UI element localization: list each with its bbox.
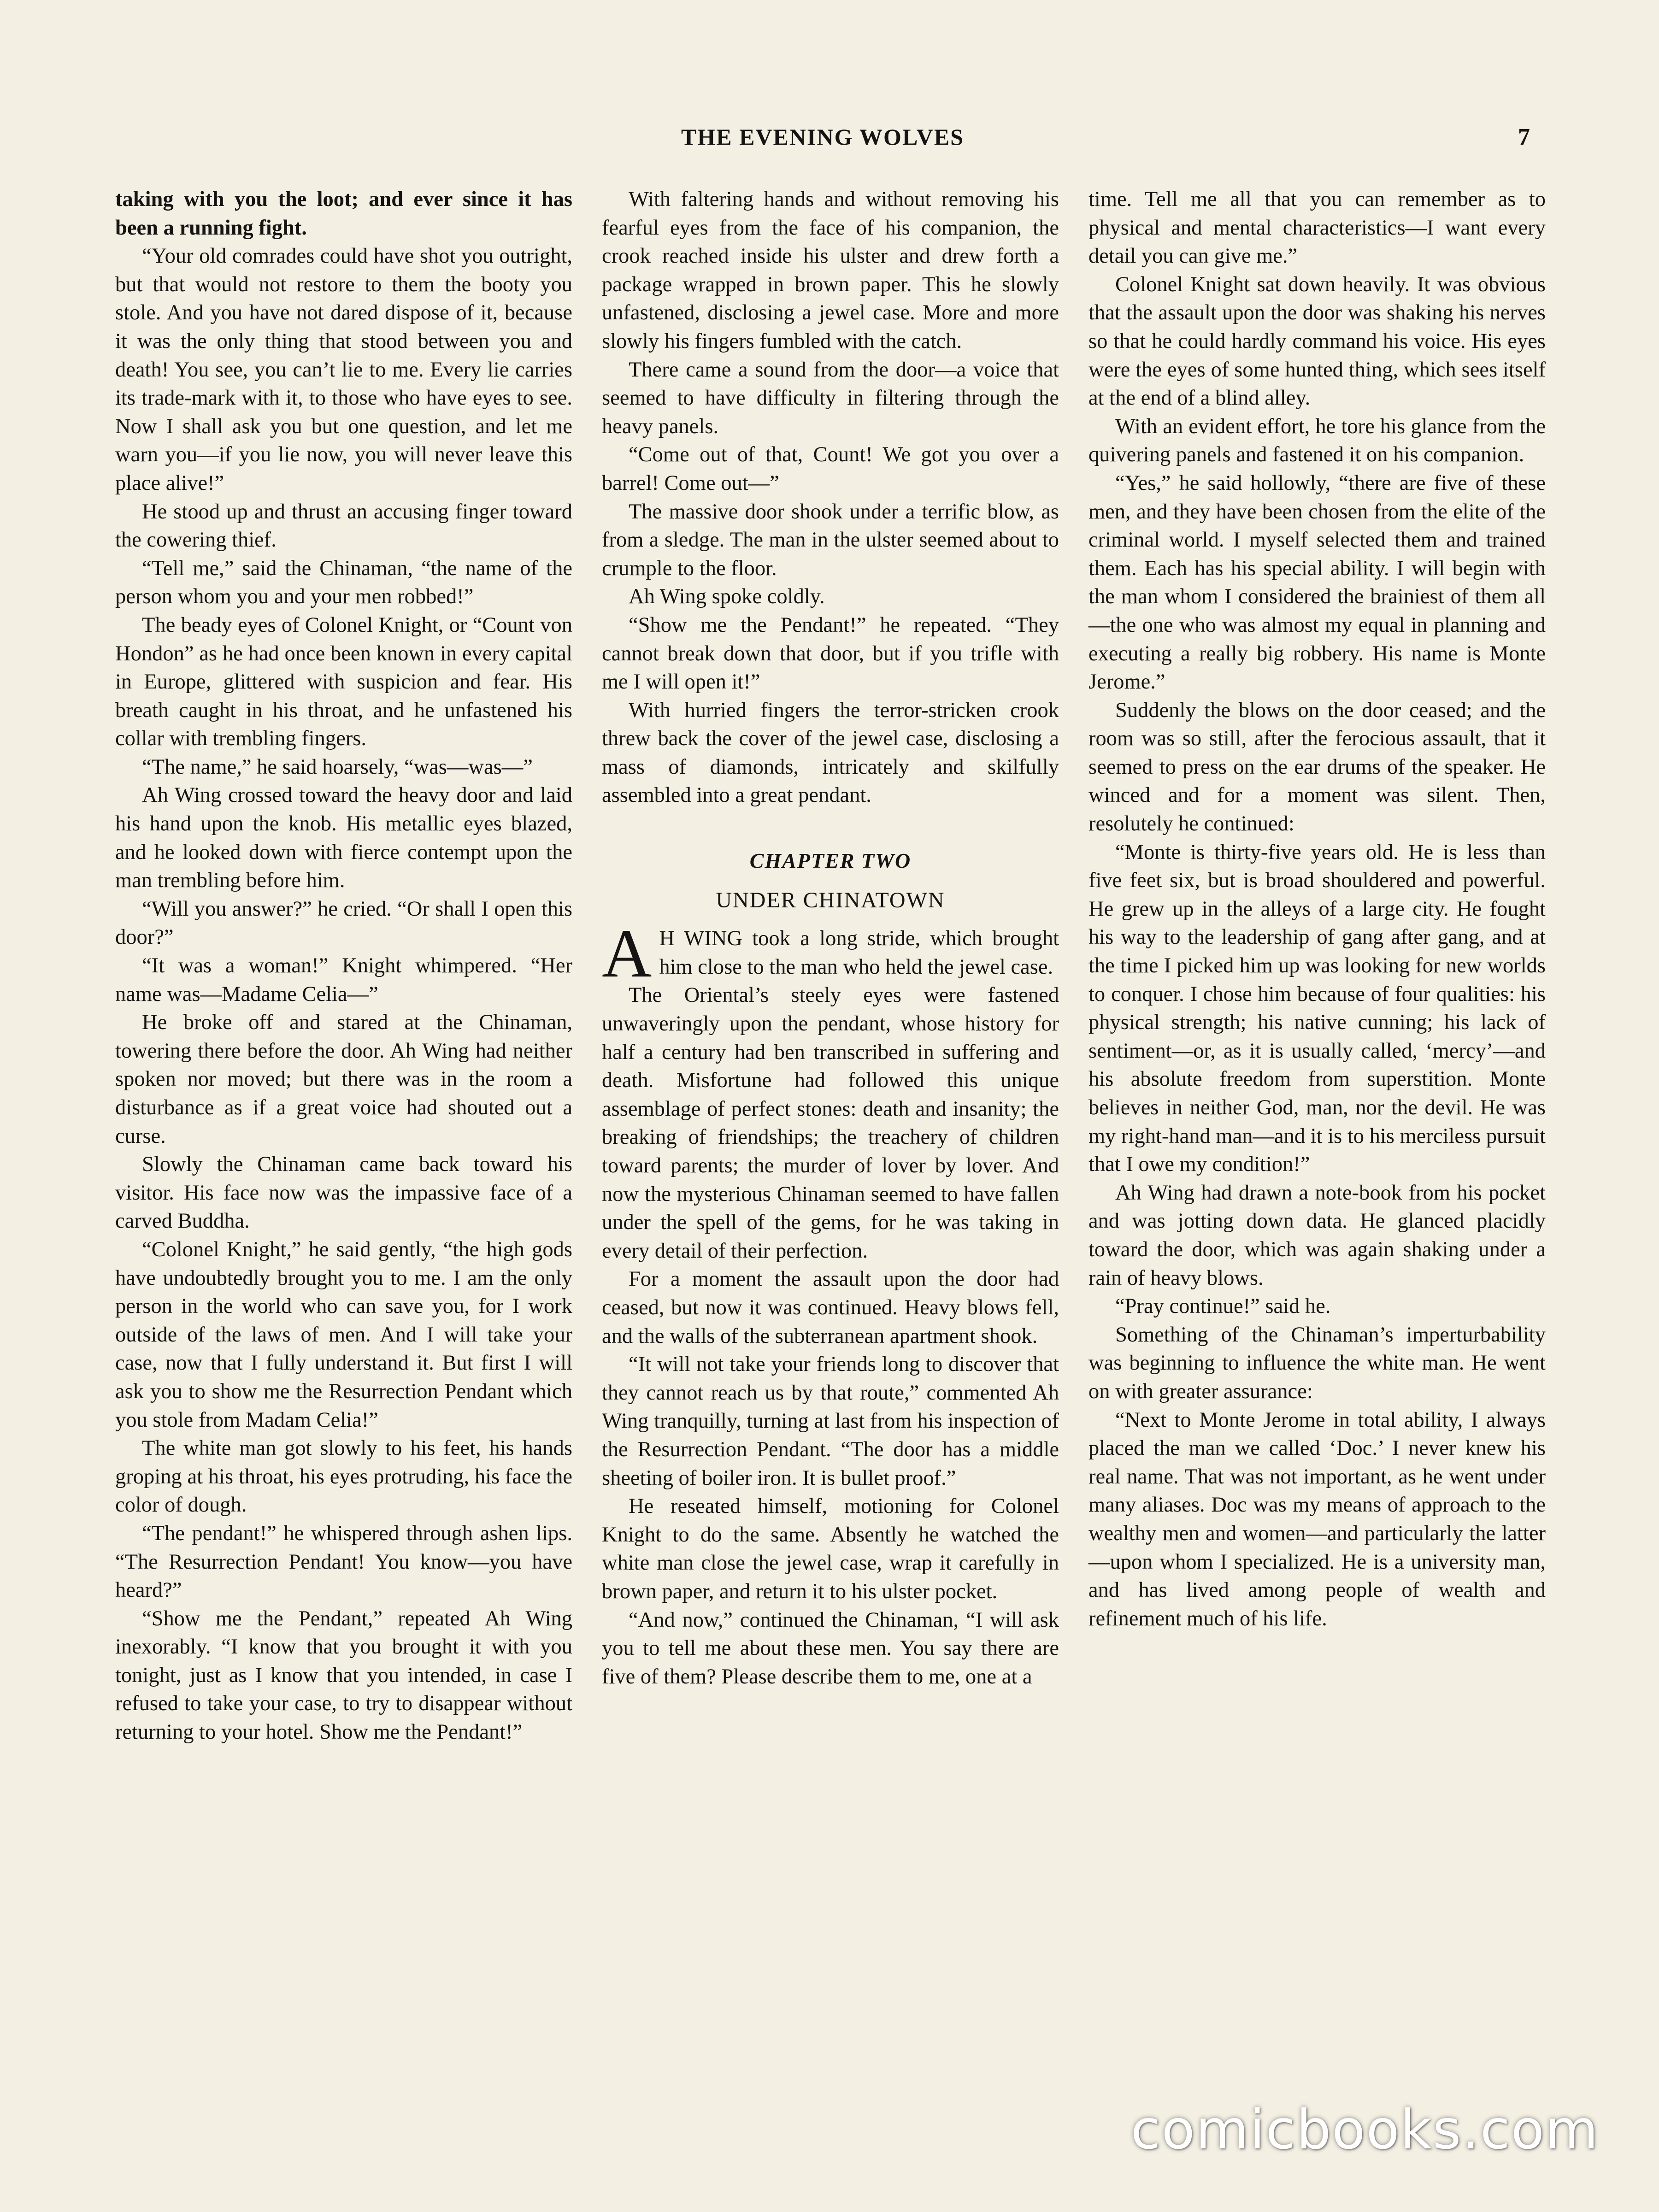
text-column-1 [115,185,572,2074]
paragraph: Ah Wing had drawn a note-book from his pocket and was jotting down data. He glanced placidly toward the door, which was again shaking under a rain of heavy blows. [1088,1181,1546,1290]
paragraph: With an evident effort, he tore his glance from the quivering panels and fastened it on his companion. [1088,414,1546,467]
paragraph: With faltering hands and without removing his fearful eyes from the face of his companion, the crook reached inside his ulster and drew forth a package wrapped in brown paper. This he slowly unfastened, disclosing a jewel case. More and more slowly his fingers fumbled with the catch. [602,188,1059,353]
paragraph: He stood up and thrust an accusing finger toward the cowering thief. [115,500,572,552]
chapter-opening-paragraph [602,915,1059,992]
paragraph: “Come out of that, Count! We got you over a barrel! Come out—” [602,443,1059,495]
paragraph: “Tell me,” said the Chinaman, “the name of the person whom you and your men robbed!” [115,556,572,609]
paragraph: “And now,” continued the Chinaman, “I will ask you to tell me about these men. You say there are five of them? Please describe them to me, one at a [602,1608,1059,1688]
paragraph: “Yes,” he said hollowly, “there are five of these men, and they have been chosen from the elite of the criminal world. I myself selected them and trained them. Each has his special ability. I will begin with the man whom I considered the brainiest of them all—the one who was almost my equal in planning and executing a really big robbery. His name is Monte Jerome.” [1088,471,1546,694]
paragraph: “Show me the Pendant,” repeated Ah Wing inexorably. “I know that you brought it with you tonight, just as I know that you intended, in case I refused to take your case, to try to disappear without returning to your hotel. Show me the Pendant!” [115,1606,572,1744]
paragraph: “It was a woman!” Knight whimpered. “Her name was—Madame Celia—” [115,954,572,1006]
paragraph: “Colonel Knight,” he said gently, “the high gods have undoubtedly brought you to me. I am the only person in the world who can save you, for I work outside of the laws of men. And I will take your case, now that I fully understand it. But first I will ask you to show me the Resurrection Pendant which you stole from Madam Celia!” [115,1237,572,1432]
paragraph: Ah Wing spoke coldly. [629,585,825,609]
paragraph: “Show me the Pendant!” he repeated. “They cannot break down that door, but if you trifle with me I will open it!” [602,613,1059,694]
paragraph: The Oriental’s steely eyes were fastened unwaveringly upon the pendant, whose history for half a century had ben transcribed in suffering and death. Misfortune had followed this unique assemblage of perfect stones: death and insanity; the breaking of friendships; the treachery of children toward parents; the murder of lover by lover. And now the mysterious Chinaman seemed to have fallen under the spell of the gems, for he was taking in every detail of their perfection. [602,983,1059,1263]
paragraph: Suddenly the blows on the door ceased; and the room was so still, after the ferocious assault, that it seemed to press on the ear drums of the speaker. He winced and for a moment was silent. Then, resolutely he continued: [1088,698,1546,836]
paragraph: taking with you the loot; and ever since it has been a running fight. [115,188,572,240]
paragraph: Colonel Knight sat down heavily. It was obvious that the assault upon the door was shaking his nerves so that he could hardly command his voice. His eyes were the eyes of some hunted thing, which sees itself at the end of a blind alley. [1088,272,1546,410]
paragraph: There came a sound from the door—a voice that seemed to have difficulty in filtering through the heavy panels. [602,358,1059,438]
paragraph: Something of the Chinaman’s imperturbability was beginning to influence the white man. He went on with greater assurance: [1088,1323,1546,1403]
column-2-chapter-text [602,981,1059,1691]
paragraph: He broke off and stared at the Chinaman, towering there before the door. Ah Wing had neither spoken nor moved; but there was in the room a disturbance as if a great voice had shouted out a curse. [115,1011,572,1148]
text-column-3 [1088,185,1546,2074]
paragraph: “Pray continue!” said he. [1115,1294,1331,1318]
chapter-subtitle: UNDER CHINATOWN [716,888,945,912]
paragraph: He reseated himself, motioning for Colonel Knight to do the same. Absently he watched the white man close the jewel case, wrap it carefully in brown paper, and return it to his ulster pocket. [602,1494,1059,1603]
chapter-opening-text: H WING took a long stride, which brought him close to the man who held the jewel case. [659,927,1059,979]
paragraph: With hurried fingers the terror-stricken crook threw back the cover of the jewel case, disclosing a mass of diamonds, intricately and skilfully assembled into a great pendant. [602,698,1059,807]
column-2-opening-text [602,185,1059,810]
paragraph: “Will you answer?” he cried. “Or shall I open this door?” [115,897,572,949]
paragraph: “It will not take your friends long to discover that they cannot reach us by that route,” commented Ah Wing tranquilly, turning at last from his inspection of the Resurrection Pendant. “The door has a middle sheeting of boiler iron. It is bullet proof.” [602,1353,1059,1490]
paragraph: “The pendant!” he whispered through ashen lips. “The Resurrection Pendant! You know—you have heard?” [115,1521,572,1602]
watermark-logo: comicbooks.com [1130,2098,1599,2161]
page-number: 7 [1518,124,1530,150]
drop-cap-letter: A [602,915,652,992]
paragraph: Ah Wing crossed toward the heavy door and laid his hand upon the knob. His metallic eyes blazed, and he looked down with fierce contempt upon the man trembling before him. [115,783,572,893]
running-header [115,124,1530,165]
paragraph: “The name,” he said hoarsely, “was—was—” [142,755,533,779]
running-title: THE EVENING WOLVES [681,124,964,150]
paragraph: “Your old comrades could have shot you outright, but that would not restore to them the booty you stole. And you have not dared dispose of it, because it was the only thing that stood between you and death! You see, you can’t lie to me. Every lie carries its trade-mark with it, to those who have eyes to see. Now I shall ask you but one question, and let me warn you—if you lie now, you will never leave this place alive!” [115,244,572,495]
text-column-2 [602,185,1059,2074]
paragraph: The white man got slowly to his feet, his hands groping at his throat, his eyes protruding, his face the color of dough. [115,1436,572,1517]
paragraph: time. Tell me all that you can remember as to physical and mental characteristics—I want every detail you can give me.” [1088,188,1546,268]
paragraph: The massive door shook under a terrific blow, as from a sledge. The man in the ulster seemed about to crumple to the floor. [602,500,1059,580]
paragraph: For a moment the assault upon the door had ceased, but now it was continued. Heavy blows fell, and the walls of the subterranean apartment shook. [602,1267,1059,1348]
paragraph: The beady eyes of Colonel Knight, or “Count von Hondon” as he had once been known in every capital in Europe, glittered with suspicion and fear. His breath caught in his throat, and he unfastened his collar with trembling fingers. [115,613,572,751]
paragraph: Slowly the Chinaman came back toward his visitor. His face now was the impassive face of a carved Buddha. [115,1153,572,1233]
chapter-heading: CHAPTER TWO [749,849,912,873]
paragraph: “Monte is thirty-five years old. He is less than five feet six, but is broad shouldered and powerful. He grew up in the alleys of a large city. He fought his way to the leadership of gang after gang, and at the time I picked him up was looking for new worlds to conquer. I chose him because of four qualities: his physical strength; his native cunning; his lack of sentiment—or, as it is usually called, ‘mercy’—and his absolute freedom from superstition. Monte believes in neither God, man, nor the devil. He was my right-hand man—and it is to his merciless pursuit that I owe my condition!” [1088,840,1546,1177]
paragraph: “Next to Monte Jerome in total ability, I always placed the man we called ‘Doc.’ I never knew his real name. That was not important, as he went under many aliases. Doc was my means of approach to the wealthy men and women—and particularly the latter—upon whom I specialized. He is a university man, and has lived among people of wealth and refinement much of his life. [1088,1408,1546,1630]
